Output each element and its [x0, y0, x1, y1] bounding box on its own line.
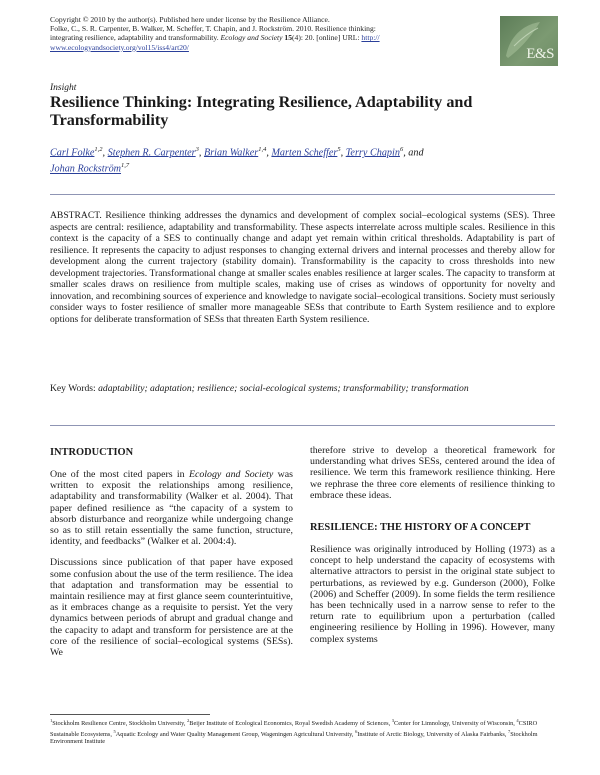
keywords-terms: adaptability; adaptation; resilience; social-ecological systems; transformability; transformation — [98, 383, 469, 394]
footnote-number: 2 — [187, 718, 190, 723]
paragraph-text: was written to exposit the relationships among resilience, adaptability and transformability (Walker et al. 2004). That paper defined resilience as “the capacity of a system to absorb disturbance and reorganize while undergoing change so as to still retain essentially the same function, structure, identity, and feedbacks” (Walker et al. 2004:4). — [50, 469, 294, 548]
section-heading: INTRODUCTION — [50, 447, 134, 458]
author-separator: , — [266, 147, 272, 159]
author-separator: , — [102, 147, 108, 159]
author-separator: , and — [403, 147, 424, 159]
author-separator: , — [340, 147, 346, 159]
paragraph — [50, 469, 293, 547]
divider — [50, 194, 555, 195]
footnote-text: Center for Limnology, University of Wisconsin, — [394, 720, 517, 728]
citation-text: integrating resilience, adaptability and transformability. — [50, 33, 221, 43]
author-list — [50, 143, 560, 176]
footnote-number: 6 — [355, 728, 358, 734]
author-link[interactable]: Stephen R. Carpenter — [107, 147, 196, 159]
article-url-link-cont[interactable]: www.ecologyandsociety.org/vol15/iss4/art20/ — [50, 42, 189, 52]
author-link[interactable]: Carl Folke — [50, 147, 95, 159]
article-url-link[interactable]: http:// — [361, 33, 380, 43]
article-title: Resilience Thinking: Integrating Resilience, Adaptability and Transformability — [50, 93, 473, 129]
keywords-label: Key Words: — [50, 383, 99, 394]
keywords — [50, 383, 555, 395]
author-affiliation: 6 — [399, 146, 404, 153]
journal-name: Ecology and Society — [188, 469, 274, 480]
section-heading: RESILIENCE: THE HISTORY OF A CONCEPT — [310, 522, 531, 534]
author-link[interactable]: Terry Chapin — [345, 147, 400, 159]
footnote-number: 3 — [391, 718, 395, 723]
footnote-number: 5 — [113, 728, 116, 734]
footnote-text: Stockholm Environment Institute — [50, 730, 538, 746]
footnote-number: 4 — [516, 718, 519, 723]
paragraph: therefore strive to develop a theoretical framework for understanding what drives SESs, centered around the idea of resilience. We term this framework resilience thinking. Here we rephrase the three core elements of resilience thinking to embrace these ideas. — [310, 445, 555, 501]
author-link[interactable]: Marten Scheffer — [271, 147, 338, 159]
citation-line-1: Folke, C., S. R. Carpenter, B. Walker, M. Scheffer, T. Chapin, and J. Rockström. 2010. Resilience thinking: — [50, 24, 376, 34]
citation-line-2 — [50, 33, 490, 42]
author-affiliation: 5 — [337, 146, 341, 153]
footnotes — [50, 717, 555, 746]
footnote-text: CSIRO Sustainable Ecosystems, — [50, 720, 538, 738]
citation-issue: (4): 20. [online] URL: — [292, 33, 362, 43]
author-affiliation: 3 — [195, 146, 199, 153]
author-affiliation: 1,2 — [94, 146, 103, 153]
copyright-notice — [50, 15, 490, 52]
logo-text: E&S — [526, 46, 554, 62]
footnote-rule — [50, 714, 210, 715]
citation-journal: Ecology and Society — [220, 33, 283, 43]
citation-line-3 — [50, 43, 490, 52]
paragraph-text: One of the most cited papers in — [50, 469, 189, 480]
author-link[interactable]: Brian Walker — [203, 147, 259, 159]
footnote-text: Beijer Institute of Ecological Economics, Royal Swedish Academy of Sciences, — [189, 720, 392, 728]
author-affiliation: 1,4 — [258, 146, 267, 153]
author-separator: , — [198, 147, 204, 159]
abstract-label: ABSTRACT. — [50, 210, 102, 221]
abstract — [50, 210, 555, 325]
author-link[interactable]: Johan Rockström — [50, 163, 122, 175]
footnote-text: Stockholm Resilience Centre, Stockholm University, — [52, 720, 188, 728]
footnote-text: Aquatic Ecology and Water Quality Management Group, Wageningen Agricultural University, — [115, 730, 356, 738]
copyright-line: Copyright © 2010 by the author(s). Published here under license by the Resilience Alliance. — [50, 15, 330, 24]
citation-volume: 15 — [282, 33, 293, 43]
author-affiliation: 1,7 — [121, 162, 130, 170]
footnote-text: Institute of Arctic Biology, University of Alaska Fairbanks, — [357, 730, 509, 738]
divider — [50, 425, 555, 426]
section-label: Insight — [50, 83, 77, 93]
abstract-text: Resilience thinking addresses the dynamics and development of complex social–ecological systems (SES). Three aspects are central: resilience, adaptability and transformability. These aspects interrelate across multiple scales. Resilience in this context is the capacity of a SES to continually change and adapt yet remain within critical thresholds. Adaptability is part of resilience. It represents the capacity to adjust responses to changing external drivers and internal processes and thereby allow for development along the current trajectory (stability domain). Transformability is the capacity to cross thresholds into new development trajectories. Transformational change at smaller scales enables resilience at larger scales. The capacity to transform at smaller scales draws on resilience from multiple scales, making use of crises as windows of opportunity for novelty and innovation, and recombining sources of experience and knowledge to navigate social–ecological transitions. Society must seriously consider ways to foster resilience of smaller more manageable SESs that contribute to Earth System resilience and to explore options for deliberate transformation of SESs that threaten Earth System resilience. — [50, 210, 555, 325]
footnote-number: 7 — [508, 728, 511, 734]
left-column — [50, 447, 293, 658]
paragraph: Resilience was originally introduced by Holling (1973) as a concept to help understand the capacity of ecosystems with alternative attractors to persist in the original state subject to perturbations, as reviewed by e.g. Gunderson (2000), Folke (2006) and Scheffer (2009). In some fields the term resilience has been technically used in a narrow sense to refer to the return rate to equilibrium upon a perturbation (called engineering resilience by Holling in 1996). However, many complex systems — [310, 544, 555, 645]
journal-logo — [500, 16, 558, 66]
paragraph: Discussions since publication of that paper have exposed some confusion about the use of the term resilience. The idea that adaptation and transformation may be essential to maintain resilience may at first glance seem counterintuitive, as it embraces change as a requisite to persist. Yet the very dynamics between periods of abrupt and gradual change and the capacity to adapt and transform for persistence are at the core of the resilience of social–ecological systems (SESs). We — [50, 557, 293, 659]
right-column — [310, 445, 555, 645]
footnote-number: 1 — [50, 718, 53, 723]
